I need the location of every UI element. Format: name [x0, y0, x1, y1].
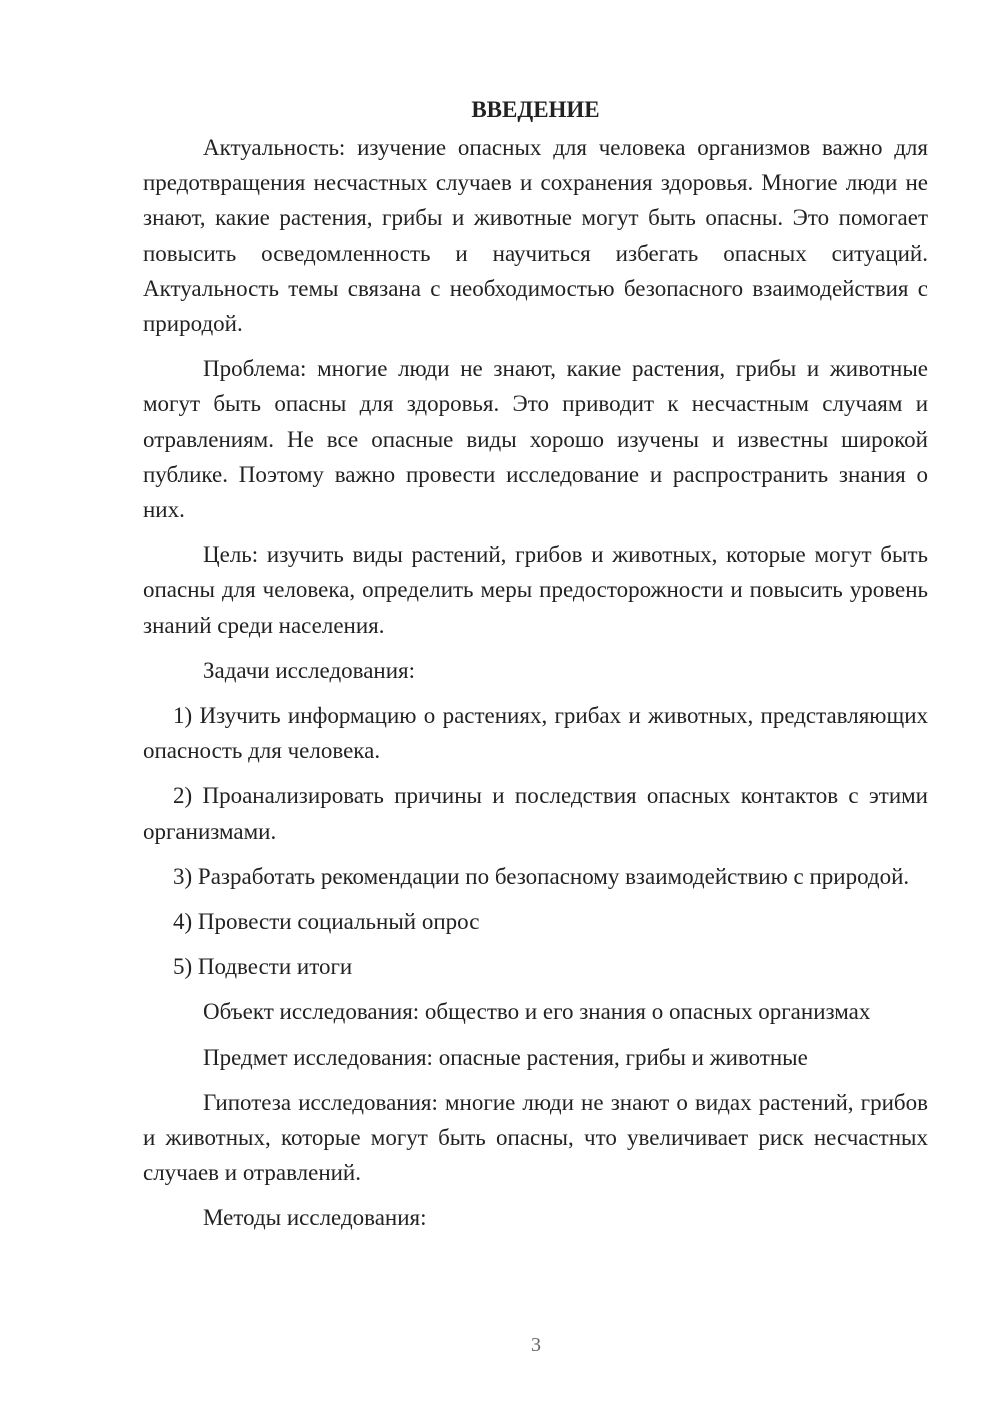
object-paragraph: Объект исследования: общество и его знания о опасных организмах — [203, 999, 871, 1025]
tasks-title: Задачи исследования: — [203, 657, 416, 683]
relevance-paragraph: Актуальность: изучение опасных для человека организмов важно для предотвращения несчастных случаев и сохранения здоровья. Многие люди не знают, какие растения, грибы и животные могут быть опасны. Это помогает повысить осведомленность и научиться избегать опасных ситуаций. Актуальность темы связана с необходимостью безопасного взаимодействия с природой. — [143, 135, 928, 337]
subject-paragraph: Предмет исследования: опасные растения, грибы и животные — [203, 1044, 808, 1070]
task-item-4: 4) Провести социальный опрос — [173, 909, 480, 935]
methods-title: Методы исследования: — [203, 1205, 427, 1231]
page-content — [143, 92, 928, 1246]
section-heading: ВВЕДЕНИЕ — [471, 97, 600, 122]
hypothesis-paragraph: Гипотеза исследования: многие люди не знают о видах растений, грибов и животных, которые могут быть опасны, что увеличивает риск несчастных случаев и отравлений. — [143, 1089, 928, 1186]
task-item-5: 5) Подвести итоги — [173, 954, 353, 980]
page-number: 3 — [531, 1334, 541, 1356]
problem-paragraph: Проблема: многие люди не знают, какие растения, грибы и животные могут быть опасны для здоровья. Это приводит к несчастным случаям и отравлениям. Не все опасные виды хорошо изучены и известны широкой публике. Поэтому важно провести исследование и распространить знания о них. — [143, 356, 928, 523]
goal-paragraph: Цель: изучить виды растений, грибов и животных, которые могут быть опасны для человека, определить меры предосторожности и повысить уровень знаний среди населения. — [143, 542, 928, 638]
task-item-1: 1) Изучить информацию о растениях, грибах и животных, представляющих опасность для человека. — [143, 703, 928, 764]
task-item-3: 3) Разработать рекомендации по безопасному взаимодействию с природой. — [173, 863, 910, 889]
task-item-2: 2) Проанализировать причины и последствия опасных контактов с этими организмами. — [143, 783, 928, 844]
